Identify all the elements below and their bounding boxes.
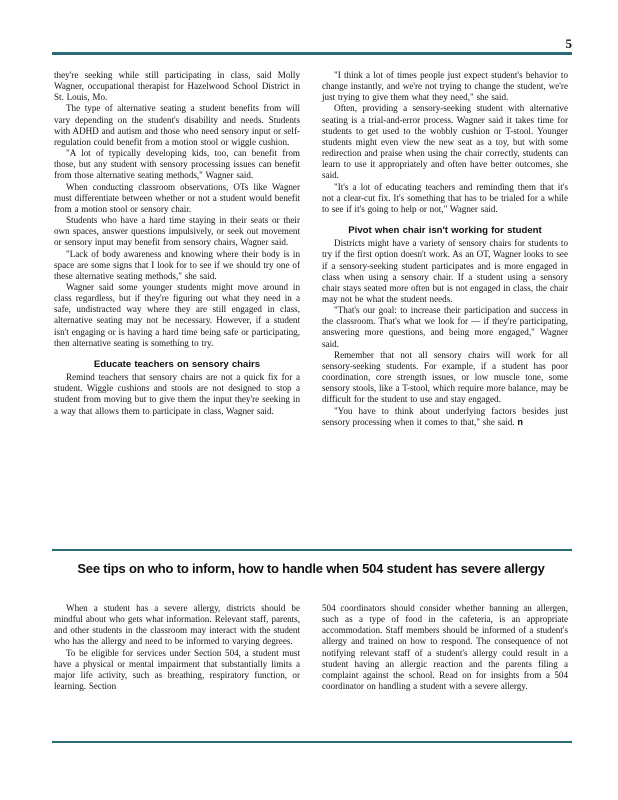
sidebar-title: See tips on who to inform, how to handle when 504 student has severe allergy <box>77 561 545 576</box>
article-paragraph: they're seeking while still participating in class, said Molly Wagner, occupational therapist for Hazelwood School District in St. Louis, Mo. <box>54 70 300 103</box>
article-paragraph: "A lot of typically developing kids, too, can benefit from those, but any student with sensory processing issues can benefit from those alternative seating methods," Wagner said. <box>54 148 300 181</box>
page-number: 5 <box>565 36 572 51</box>
top-divider <box>52 52 572 55</box>
right-article-column <box>322 70 568 428</box>
article-paragraph: Remind teachers that sensory chairs are not a quick fix for a student. Wiggle cushions and stools are not designed to stop a student from moving but to give them the input they're seeking in a way that allows them to participate in class, Wagner said. <box>54 372 300 416</box>
sidebar-paragraph: When a student has a severe allergy, districts should be mindful about who gets what information. Relevant staff, parents, and other students in the classroom may interact with the student who has the allergy and need to be informed to varying degrees. <box>54 603 300 647</box>
article-paragraph: When conducting classroom observations, OTs like Wagner must differentiate between whether or not a student would benefit from a motion stool or sensory chair. <box>54 181 300 214</box>
article-paragraph: Wagner said some younger students might move around in class regardless, but if they're figuring out what they need in a safe, undistracted way where they are still engaged in class, alternative seating may not be necessary. However, if a student isn't engaging or is having a hard time being safe or participating, then alternative seating is something to try. <box>54 281 300 348</box>
article-paragraph: Districts might have a variety of sensory chairs for students to try if the first option doesn't work. As an OT, Wagner looks to see if a sensory-seeking student participates and is more engaged in class when using a sensory chair. If a student using a sensory chair stays seated more often but is not engaged in class, the chair may not be what the student needs. <box>322 238 568 304</box>
sidebar-right-column <box>322 603 568 692</box>
article-paragraph: Often, providing a sensory-seeking student with alternative seating is a trial-and-error process. Wagner said it takes time for students to get used to the wobbly cushion or T-stool. Younger students might even view the new seat as a toy, but with some redirection and praise when using the chair correctly, students can learn to use it appropriately and often have better outcomes, she said. <box>322 103 568 181</box>
article-paragraph-last <box>322 406 568 428</box>
article-paragraph: Students who have a hard time staying in their seats or their own spaces, answer questions impulsively, or seek out movement or sensory input may benefit from sensory chairs, Wagner said. <box>54 215 300 248</box>
end-of-story-mark: n <box>517 416 523 427</box>
bottom-divider <box>52 741 572 743</box>
article-paragraph: The type of alternative seating a student benefits from will vary depending on the student's disability and needs. Students with ADHD and autism and those who need sensory input or self-regulation could benefit from a motion stool or wiggle cushion. <box>54 103 300 147</box>
sidebar-paragraph: To be eligible for services under Section 504, a student must have a physical or mental impairment that substantially limits a major life activity, such as breathing, respiratory function, or learning. Section <box>54 647 300 692</box>
section-subhead: Educate teachers on sensory chairs <box>93 358 261 370</box>
section-subhead: Pivot when chair isn't working for student <box>348 225 542 237</box>
article-paragraph: "That's our goal: to increase their participation and success in the classroom. That's what we look for — if they're participating, answering more questions, and being more engaged," Wagner said. <box>322 305 568 349</box>
sidebar-paragraph: 504 coordinators should consider whether banning an allergen, such as a type of food in the cafeteria, is an appropriate accommodation. Staff members should be informed of a student's allergy and trained on how to respond. The consequence of not notifying relevant staff of a student's allergy could result in a student having an allergic reaction and the parents filing a complaint against the school. Read on for insights from a 504 coordinator on handling a student with a severe allergy. <box>322 603 568 692</box>
article-paragraph: "It's a lot of educating teachers and reminding them that it's not a clear-cut fix. It's something that has to be trialed for a while to see if it's going to help or not," Wagner said. <box>322 181 568 214</box>
left-article-column <box>54 70 300 417</box>
last-paragraph-text: "You have to think about underlying factors besides just sensory processing when it comes to that," she said. <box>322 405 568 427</box>
sidebar-divider-top <box>52 549 572 551</box>
sidebar-left-column <box>54 603 300 692</box>
article-paragraph: Remember that not all sensory chairs will work for all sensory-seeking students. For example, if a student has poor coordination, core strength issues, or low muscle tone, some sensory stools, like a T-stool, which require more balance, may be difficult for the student to use and stay engaged. <box>322 349 568 405</box>
article-paragraph: "I think a lot of times people just expect student's behavior to change instantly, and we're not trying to change the student, we're just trying to give them what they need," she said. <box>322 70 568 103</box>
article-paragraph: "Lack of body awareness and knowing where their body is in space are some signs that I look for to see if we should try one of these alternative seating methods," she said. <box>54 248 300 281</box>
